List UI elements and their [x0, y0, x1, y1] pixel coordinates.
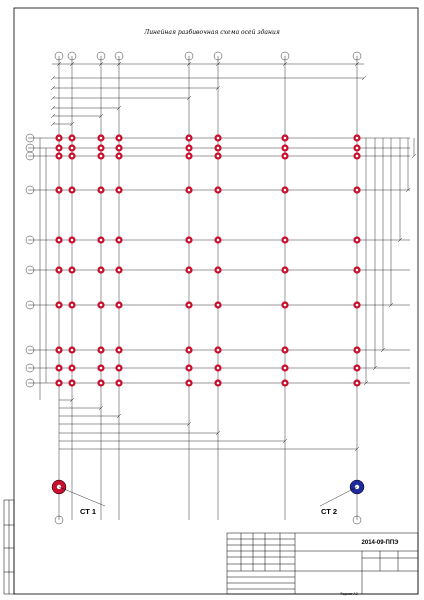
column-mark-center: [188, 239, 191, 242]
column-mark-center: [284, 155, 287, 158]
column-mark-center: [71, 137, 74, 140]
column-mark-center: [58, 239, 61, 242]
column-mark-center: [217, 147, 220, 150]
document-code: 2014-09-ППЭ: [361, 540, 399, 546]
column-mark-center: [188, 269, 191, 272]
column-mark-center: [71, 367, 74, 370]
column-mark-center: [58, 382, 61, 385]
column-mark-center: [100, 239, 103, 242]
column-mark-center: [217, 367, 220, 370]
column-mark-center: [188, 349, 191, 352]
drawing-title: Линейная разбивочная схема осей здания: [144, 29, 280, 36]
column-mark-center: [58, 147, 61, 150]
column-mark-center: [118, 269, 121, 272]
column-mark-center: [356, 155, 359, 158]
column-mark-center: [58, 137, 61, 140]
axis-grid: [28, 56, 410, 520]
column-mark-center: [100, 367, 103, 370]
column-mark-center: [356, 147, 359, 150]
station-label: СТ 1: [80, 507, 97, 516]
column-mark-center: [71, 269, 74, 272]
column-mark-center: [356, 382, 359, 385]
column-mark-center: [100, 189, 103, 192]
column-mark-center: [71, 382, 74, 385]
column-mark-center: [284, 239, 287, 242]
column-mark-center: [217, 189, 220, 192]
column-mark-center: [188, 155, 191, 158]
column-mark-center: [100, 147, 103, 150]
side-stamp: [4, 500, 14, 594]
column-mark-center: [58, 349, 61, 352]
column-mark-center: [188, 382, 191, 385]
column-mark-center: [217, 382, 220, 385]
column-mark-center: [100, 155, 103, 158]
sheet-format: Формат А3: [340, 592, 358, 596]
column-mark-center: [356, 239, 359, 242]
column-mark-center: [188, 147, 191, 150]
column-mark-center: [58, 304, 61, 307]
column-mark-center: [71, 304, 74, 307]
column-mark-center: [188, 367, 191, 370]
column-mark-center: [58, 155, 61, 158]
column-mark-center: [100, 137, 103, 140]
column-mark-center: [188, 137, 191, 140]
column-mark-center: [217, 239, 220, 242]
column-mark-center: [356, 304, 359, 307]
column-mark-center: [71, 155, 74, 158]
column-mark-center: [118, 367, 121, 370]
column-mark-center: [356, 269, 359, 272]
survey-stations: [52, 480, 364, 506]
column-mark-center: [58, 367, 61, 370]
column-mark-center: [284, 137, 287, 140]
column-mark-center: [217, 137, 220, 140]
column-mark-center: [284, 269, 287, 272]
dimension-lines: [40, 62, 416, 451]
column-mark-center: [118, 304, 121, 307]
column-mark-center: [356, 349, 359, 352]
column-mark-center: [58, 189, 61, 192]
column-mark-center: [118, 382, 121, 385]
column-mark-center: [71, 147, 74, 150]
column-mark-center: [217, 349, 220, 352]
column-mark-center: [118, 155, 121, 158]
column-mark-center: [118, 189, 121, 192]
column-mark-center: [100, 349, 103, 352]
column-mark-center: [118, 147, 121, 150]
column-mark-center: [217, 155, 220, 158]
column-mark-center: [58, 269, 61, 272]
column-mark-center: [356, 137, 359, 140]
column-mark-center: [100, 304, 103, 307]
column-mark-center: [100, 269, 103, 272]
column-mark-center: [118, 137, 121, 140]
station-label: СТ 2: [321, 507, 338, 516]
column-mark-center: [188, 189, 191, 192]
column-mark-center: [284, 304, 287, 307]
column-mark-center: [284, 189, 287, 192]
column-mark-center: [284, 349, 287, 352]
column-mark-center: [71, 189, 74, 192]
column-mark-center: [118, 239, 121, 242]
column-mark-center: [284, 382, 287, 385]
column-mark-center: [71, 349, 74, 352]
column-mark-center: [118, 349, 121, 352]
sheet-border: [14, 8, 418, 594]
column-mark-center: [71, 239, 74, 242]
column-mark-center: [100, 382, 103, 385]
column-mark-center: [188, 304, 191, 307]
column-mark-center: [217, 304, 220, 307]
axis-bubbles: [26, 52, 361, 524]
column-mark-center: [284, 367, 287, 370]
column-mark-center: [217, 269, 220, 272]
column-mark-center: [356, 189, 359, 192]
column-mark-center: [356, 367, 359, 370]
column-mark-center: [284, 147, 287, 150]
